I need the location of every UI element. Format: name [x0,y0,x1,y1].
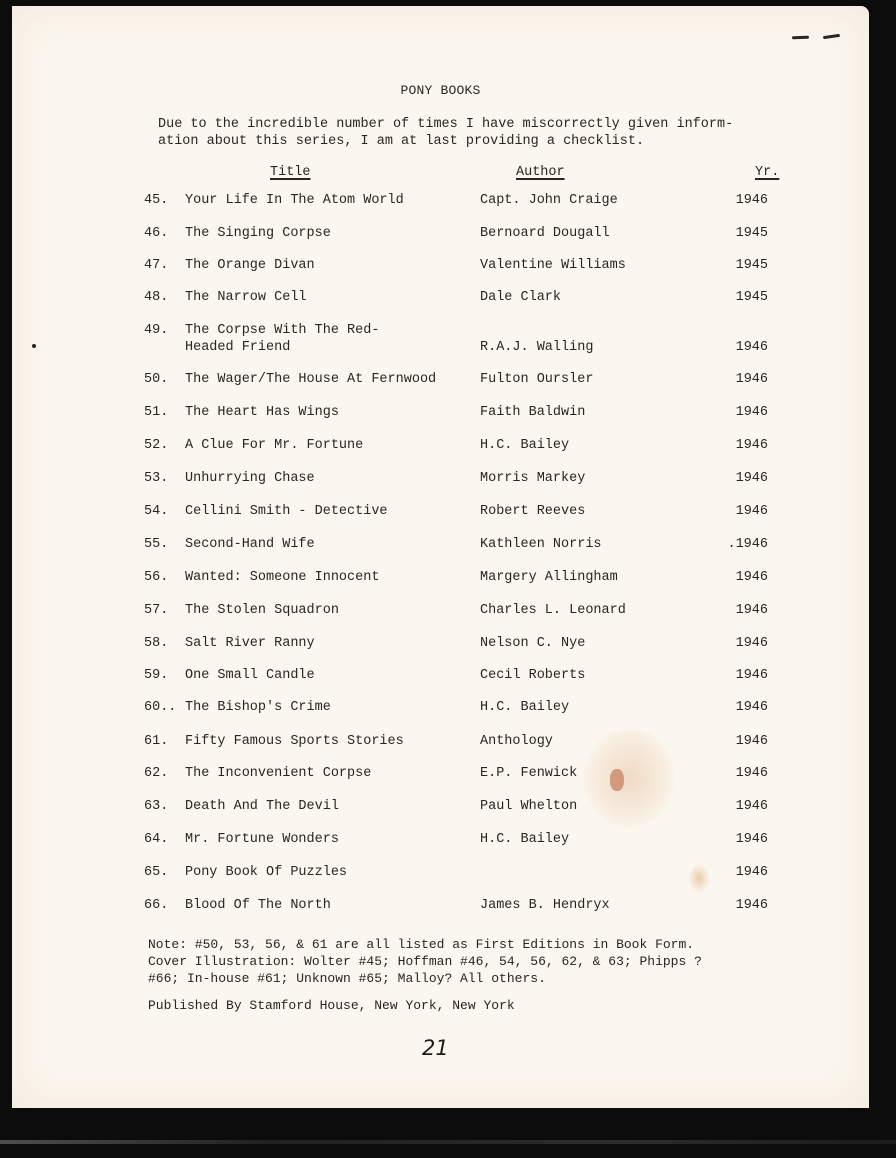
entry-number: 57. [144,603,169,618]
entry-number: 49. [144,323,169,338]
page-heading: PONY BOOKS [400,83,481,98]
entry-number: 59. [144,668,169,683]
entry-number: 54. [144,504,169,519]
entry-year: 1945 [735,226,768,241]
entry-author: Charles L. Leonard [480,603,626,618]
pen-mark [823,34,840,39]
entry-title: One Small Candle [185,668,315,683]
entry-author: Cecil Roberts [480,668,586,683]
entry-title: Pony Book Of Puzzles [185,865,348,880]
entry-year: 1946 [735,372,768,387]
entry-number: 50. [144,372,169,387]
entry-title: Cellini Smith - Detective [185,504,388,519]
pen-mark [792,36,809,40]
stain [584,728,674,828]
entry-number: 60.. [144,700,177,715]
entry-title: The Inconvenient Corpse [185,766,372,781]
entry-year: 1945 [735,290,768,305]
entry-author: H.C. Bailey [480,700,570,715]
ink-speck [32,344,36,348]
entry-number: 65. [144,865,169,880]
entry-year: 1946 [735,799,768,814]
entry-year: 1946 [735,504,768,519]
column-header-author: Author [516,165,565,180]
entry-number: 52. [144,438,169,453]
entry-title: The Bishop's Crime [185,700,331,715]
entry-year: 1946 [735,193,768,208]
entry-title: The Singing Corpse [185,226,331,241]
entry-number: 62. [144,766,169,781]
entry-number: 66. [144,898,169,913]
entry-author: Anthology [480,734,553,749]
column-header-year: Yr. [755,165,780,180]
page-number: 21 [422,1036,449,1060]
entry-number: 47. [144,258,169,273]
entry-year: 1946 [735,734,768,749]
stain [610,769,624,791]
entry-year: 1946 [735,898,768,913]
entry-title: A Clue For Mr. Fortune [185,438,364,453]
entry-author: Nelson C. Nye [480,636,586,651]
entry-author: Dale Clark [480,290,562,305]
entry-author: Capt. John Craige [480,193,618,208]
entry-author: Bernoard Dougall [480,226,610,241]
entry-author: Valentine Williams [480,258,626,273]
entry-author: Fulton Oursler [480,372,594,387]
entry-number: 55. [144,537,169,552]
entry-author: Margery Allingham [480,570,618,585]
intro-paragraph: Due to the incredible number of times I have miscorrectly given inform- ation about this series, I am at last providing a checklist. [158,117,734,149]
entry-author: James B. Hendryx [480,898,610,913]
publisher-line: Published By Stamford House, New York, New York [148,998,515,1013]
entry-author: H.C. Bailey [480,832,570,847]
entry-title: The Wager/The House At Fernwood [185,372,437,387]
entry-number: 51. [144,405,169,420]
entry-year: 1946 [735,636,768,651]
stain [688,863,710,893]
column-header-title: Title [270,165,311,180]
entry-year: 1946 [735,438,768,453]
entry-number: 53. [144,471,169,486]
entry-number: 61. [144,734,169,749]
entry-title: Fifty Famous Sports Stories [185,734,404,749]
entry-number: 46. [144,226,169,241]
entry-year: 1946 [735,340,768,355]
entry-title: The Heart Has Wings [185,405,339,420]
entry-year: 1946 [735,405,768,420]
entry-author: Paul Whelton [480,799,578,814]
entry-title: The Stolen Squadron [185,603,339,618]
entry-number: 63. [144,799,169,814]
entry-author: Faith Baldwin [480,405,586,420]
desk-edge [0,1140,896,1144]
entry-title: The Narrow Cell [185,290,307,305]
entry-title: Salt River Ranny [185,636,315,651]
entry-year: 1946 [735,471,768,486]
entry-title: Your Life In The Atom World [185,193,404,208]
entry-title: The Corpse With The Red- Headed Friend [185,323,380,355]
notes: Note: #50, 53, 56, & 61 are all listed as First Editions in Book Form. Cover Illustration: Wolter #45; Hoffman #46, 54, 56, 62, & 63; Phipps ? #66; In-house #61; Unknown #65; Malloy? All others. [148,937,702,986]
entry-year: 1946 [735,766,768,781]
entry-year: 1946 [735,700,768,715]
entry-year: 1946 [735,570,768,585]
entry-year: 1946 [735,832,768,847]
entry-author: Robert Reeves [480,504,586,519]
entry-number: 48. [144,290,169,305]
entry-number: 58. [144,636,169,651]
entry-author: H.C. Bailey [480,438,570,453]
entry-year: 1946 [735,603,768,618]
entry-title: Mr. Fortune Wonders [185,832,339,847]
document-page [12,6,869,1108]
entry-author: Kathleen Norris [480,537,602,552]
entry-title: The Orange Divan [185,258,315,273]
entry-year: 1946 [735,865,768,880]
entry-number: 56. [144,570,169,585]
entry-author: R.A.J. Walling [480,340,594,355]
entry-number: 64. [144,832,169,847]
entry-year: 1946 [735,668,768,683]
entry-title: Wanted: Someone Innocent [185,570,380,585]
entry-year: .1946 [727,537,768,552]
entry-number: 45. [144,193,169,208]
entry-title: Second-Hand Wife [185,537,315,552]
entry-author: E.P. Fenwick [480,766,578,781]
entry-title: Blood Of The North [185,898,331,913]
entry-author: Morris Markey [480,471,586,486]
entry-title: Unhurrying Chase [185,471,315,486]
entry-year: 1945 [735,258,768,273]
entry-title: Death And The Devil [185,799,339,814]
